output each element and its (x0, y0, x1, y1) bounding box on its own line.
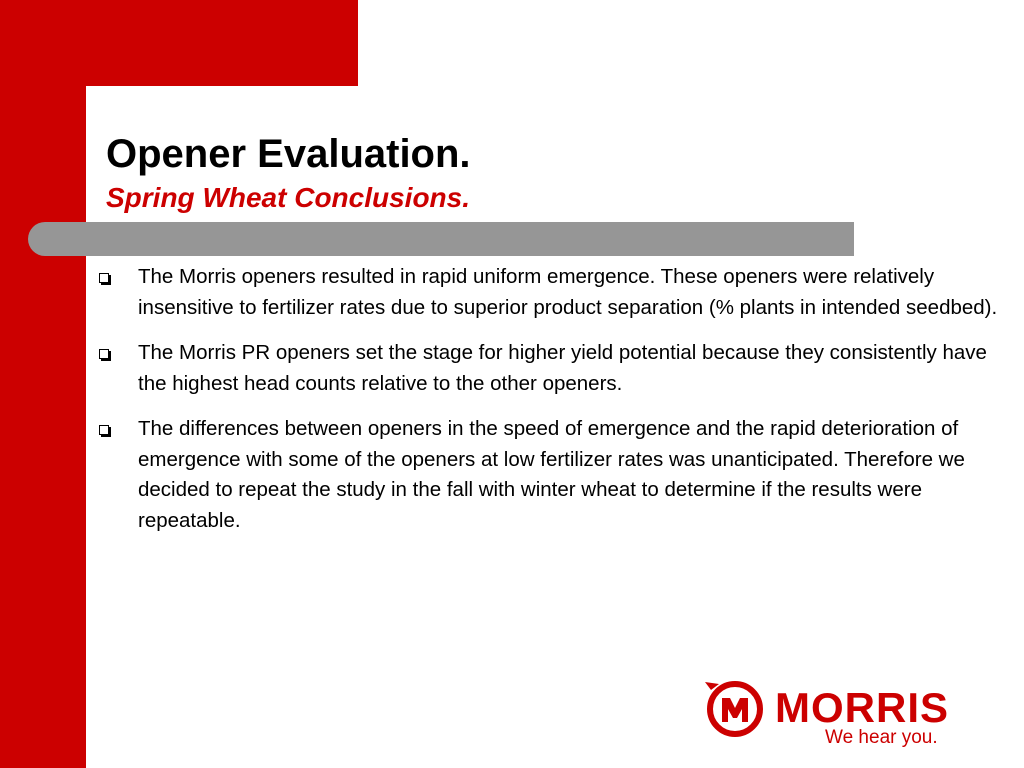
red-header-block (0, 0, 358, 86)
red-sidebar (0, 0, 86, 768)
logo-tagline: We hear you. (825, 727, 938, 748)
bullet-list (96, 262, 1016, 551)
bullet-text: The differences between openers in the speed of emergence and the rapid deterioration of emergence with some of the openers at low fertilizer rates was unanticipated. Therefore we decided to repeat the study in the fall with winter wheat to determine if the results were repeatable. (138, 417, 965, 532)
checkbox-bullet-icon (99, 425, 109, 435)
checkbox-bullet-icon (99, 349, 109, 359)
logo-wordmark: MORRIS (775, 684, 949, 731)
morris-m-circle-icon (703, 676, 767, 740)
bullet-item (96, 414, 1016, 536)
bullet-item (96, 338, 1016, 399)
slide-subtitle: Spring Wheat Conclusions. (106, 182, 471, 213)
bullet-text: The Morris openers resulted in rapid uniform emergence. These openers were relatively insensitive to fertilizer rates due to superior product separation (% plants in intended seedbed). (138, 265, 998, 319)
title-divider-bar (28, 222, 854, 256)
bullet-item (96, 262, 1016, 323)
morris-logo (703, 676, 993, 756)
bullet-text: The Morris PR openers set the stage for higher yield potential because they consistently have the highest head counts relative to the other openers. (138, 341, 987, 395)
checkbox-bullet-icon (99, 273, 109, 283)
slide-title: Opener Evaluation. (106, 132, 471, 176)
